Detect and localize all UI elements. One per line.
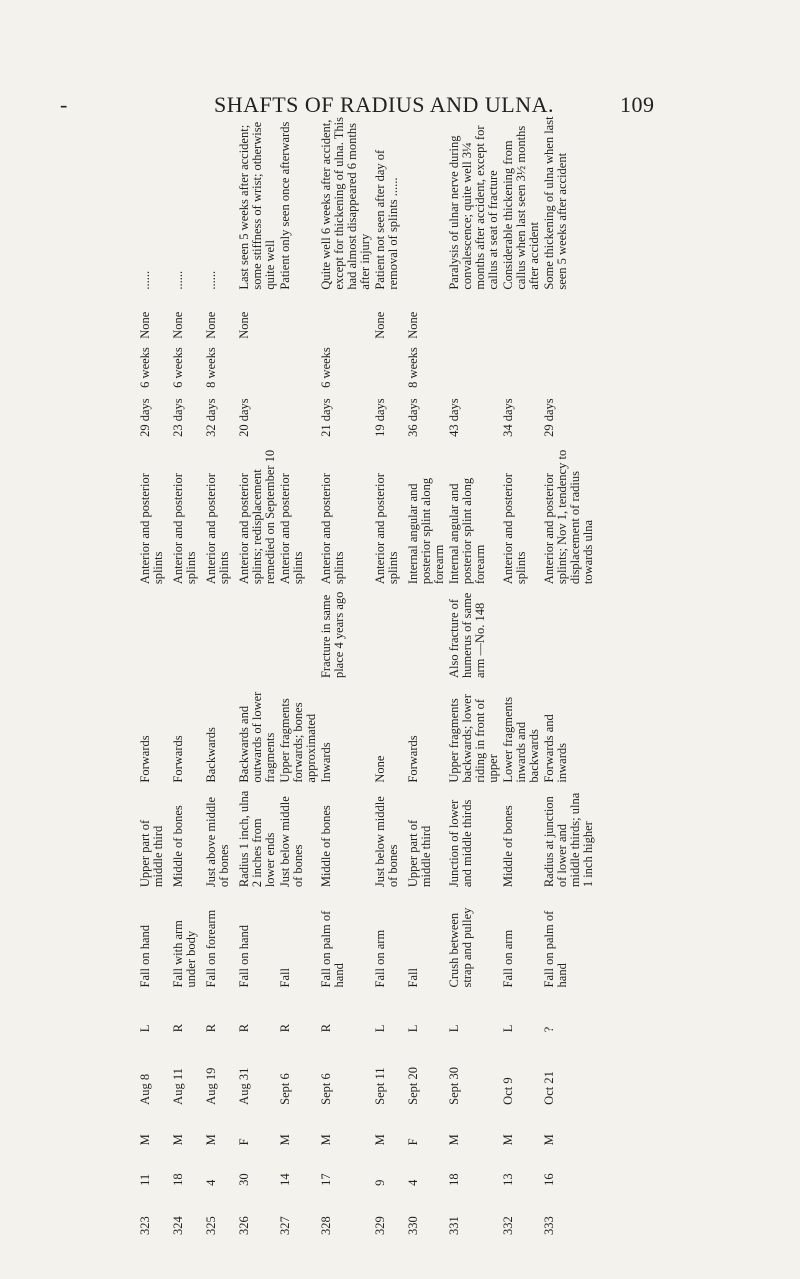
cell-deformity (542, 293, 596, 342)
cell-deformity (501, 293, 542, 342)
cell-displacement: Backwards (204, 727, 218, 783)
cell-date: Aug 11 (171, 1068, 185, 1105)
cell-sex: F (237, 1138, 251, 1146)
cell-no: 326 (237, 1216, 251, 1235)
cell-side: ? (542, 1026, 556, 1033)
table-row (319, 108, 373, 1238)
cell-movement (373, 342, 406, 391)
cell-result (406, 108, 447, 293)
cell-sex: M (171, 1134, 185, 1146)
cell-cause: Fall on palm of hand (319, 910, 346, 988)
cell-side: R (171, 1023, 185, 1033)
cell-age: 17 (319, 1173, 333, 1186)
table-row (278, 108, 319, 1238)
cell-no: 323 (138, 1216, 152, 1235)
cell-age: 18 (171, 1173, 185, 1186)
cell-result: Considerable thickening from callus when last seen 3½ months after accident (501, 125, 541, 290)
cell-no: 324 (171, 1216, 185, 1235)
cell-seat: Middle of bones (319, 805, 333, 888)
cell-result: ...... (171, 270, 185, 290)
cell-splints-removed: 34 days (501, 398, 515, 437)
cell-date: Aug 31 (237, 1067, 251, 1105)
cell-deformity: None (237, 311, 251, 339)
cell-complication (406, 587, 447, 681)
cell-no: 332 (501, 1216, 515, 1235)
cell-deformity: None (171, 311, 185, 339)
cell-splints-removed: 23 days (171, 398, 185, 437)
cell-movement (447, 342, 501, 391)
cell-complication (237, 587, 278, 681)
cell-treatment: Anterior and posterior splints (373, 473, 400, 585)
cell-age: 16 (542, 1173, 556, 1186)
cell-result: ...... (204, 270, 218, 290)
case-records-table (138, 108, 596, 1238)
cell-no: 333 (542, 1216, 556, 1235)
cell-seat: Just below middle of bones (373, 796, 400, 888)
cell-sex: M (138, 1134, 152, 1146)
cell-complication (501, 587, 542, 681)
cell-displacement: Forwards (406, 735, 420, 783)
cell-splints-removed: 29 days (542, 398, 556, 437)
cell-seat: Upper part of middle third (406, 819, 433, 888)
cell-cause: Fall on palm of hand (542, 910, 569, 988)
cell-side: L (501, 1024, 515, 1033)
cell-sex: M (542, 1134, 556, 1146)
cell-result: Last seen 5 weeks after accident; some stiffness of wrist; otherwise quite well (237, 121, 277, 290)
cell-displacement: Forwards and inwards (542, 714, 569, 783)
cell-cause: Fall on forearm (204, 909, 218, 988)
cell-age: 4 (204, 1179, 218, 1186)
cell-seat: Middle of bones (501, 805, 515, 888)
cell-splints-removed: 43 days (447, 398, 461, 437)
cell-treatment: Anterior and posterior splints; redisplacement remedied on September 10 (237, 449, 277, 585)
cell-treatment: Anterior and posterior splints (319, 473, 346, 585)
cell-date: Oct 21 (542, 1071, 556, 1105)
cell-splints-removed: 32 days (204, 398, 218, 437)
cell-displacement: Upper fragments backwards; lower riding in front of upper (447, 694, 500, 783)
cell-side: L (447, 1024, 461, 1033)
table-row (138, 108, 171, 1238)
cell-deformity: None (406, 311, 420, 339)
running-title: SHAFTS OF RADIUS AND ULNA. (214, 92, 554, 117)
cell-cause: Fall with arm under body (171, 920, 198, 988)
cell-cause: Fall (406, 968, 420, 988)
cell-sex: M (447, 1134, 461, 1146)
cell-complication (138, 587, 171, 681)
table-row (447, 108, 501, 1238)
cell-no: 327 (278, 1216, 292, 1235)
cell-movement: 6 weeks (138, 347, 152, 388)
cell-treatment: Anterior and posterior splints (501, 473, 528, 585)
cell-sex: M (204, 1134, 218, 1146)
cell-date: Aug 8 (138, 1073, 152, 1105)
cell-seat: Just above middle of bones (204, 796, 231, 888)
table-row (171, 108, 204, 1238)
cell-no: 329 (373, 1216, 387, 1235)
cell-splints-removed: 36 days (406, 398, 420, 437)
cell-splints-removed: 19 days (373, 398, 387, 437)
header-mark: - (60, 92, 68, 117)
cell-sex: F (406, 1138, 420, 1146)
cell-movement: 6 weeks (171, 347, 185, 388)
cell-splints-removed: 21 days (319, 398, 333, 437)
cell-age: 14 (278, 1173, 292, 1186)
cell-splints-removed: 29 days (138, 398, 152, 437)
cell-seat: Middle of bones (171, 805, 185, 888)
cell-movement: 6 weeks (319, 347, 333, 388)
cell-side: L (138, 1024, 152, 1033)
cell-movement: 8 weeks (406, 347, 420, 388)
cell-age: 18 (447, 1173, 461, 1186)
cell-cause: Fall (278, 968, 292, 988)
cell-side: L (373, 1024, 387, 1033)
cell-age: 13 (501, 1173, 515, 1186)
cell-movement (278, 342, 319, 391)
cell-complication: Fracture in same place 4 years ago (319, 591, 346, 679)
cell-result: Patient not seen after day of removal of splints ...... (373, 149, 400, 290)
cell-age: 4 (406, 1179, 420, 1186)
cell-sex: M (373, 1134, 387, 1146)
cell-date: Sept 6 (319, 1073, 333, 1105)
cell-complication (542, 587, 596, 681)
cell-side: R (319, 1023, 333, 1033)
cell-displacement: Forwards (171, 735, 185, 783)
cell-result: Patient only seen once afterwards (278, 121, 292, 290)
cell-result: Some thickening of ulna when last seen 5 weeks after accident (542, 116, 569, 290)
cell-seat: Radius at junction of lower and middle thirds; ulna 1 inch higher (542, 792, 595, 888)
cell-movement (237, 342, 278, 391)
cell-displacement: None (373, 755, 387, 783)
table-row (501, 108, 542, 1238)
table-row (406, 108, 447, 1238)
cell-complication (278, 587, 319, 681)
cell-no: 325 (204, 1216, 218, 1235)
cell-splints-removed: 20 days (237, 398, 251, 437)
cell-no: 331 (447, 1216, 461, 1235)
cell-complication: Also fracture of humerus of same arm —No. 148 (447, 592, 487, 679)
cell-no: 330 (406, 1216, 420, 1235)
cell-cause: Crush between strap and pulley (447, 907, 474, 988)
cell-deformity: None (138, 311, 152, 339)
cell-age: 30 (237, 1173, 251, 1186)
cell-displacement: Lower fragments inwards and backwards (501, 696, 541, 783)
cell-treatment: Anterior and posterior splints (171, 473, 198, 585)
cell-deformity (447, 293, 501, 342)
cell-side: L (406, 1024, 420, 1033)
cell-sex: M (501, 1134, 515, 1146)
cell-complication (373, 587, 406, 681)
cell-result: ...... (138, 270, 152, 290)
cell-date: Sept 30 (447, 1066, 461, 1105)
cell-seat: Upper part of middle third (138, 819, 165, 888)
cell-deformity: None (373, 311, 387, 339)
cell-result: Quite well 6 weeks after accident, except for thickening of ulna. This had almost disappeared 6 months after injury (319, 117, 372, 290)
cell-date: Sept 6 (278, 1073, 292, 1105)
cell-side: R (278, 1023, 292, 1033)
table-row (373, 108, 406, 1238)
table-row (204, 108, 237, 1238)
cell-date: Sept 20 (406, 1066, 420, 1105)
cell-result: Paralysis of ulnar nerve during convalescence; quite well 3¼ months after accident, except for callus at seat of fracture (447, 125, 500, 290)
cell-date: Aug 19 (204, 1067, 218, 1105)
table-row (237, 108, 278, 1238)
cell-no: 328 (319, 1216, 333, 1235)
cell-age: 9 (373, 1179, 387, 1186)
cell-treatment: Anterior and posterior splints; Nov 1, tendency to displacement of radius towards ulna (542, 449, 595, 585)
case-table (138, 108, 668, 1238)
cell-movement (501, 342, 542, 391)
cell-treatment: Internal angular and posterior splint along forearm (406, 477, 446, 585)
cell-date: Sept 11 (373, 1067, 387, 1105)
cell-date: Oct 9 (501, 1077, 515, 1105)
cell-cause: Fall on hand (138, 924, 152, 988)
cell-deformity (278, 293, 319, 342)
cell-seat: Junction of lower and middle thirds (447, 799, 474, 888)
cell-displacement: Forwards (138, 735, 152, 783)
table-row (542, 108, 596, 1238)
cell-complication (204, 587, 237, 681)
cell-seat: Just below middle of bones (278, 796, 305, 888)
cell-treatment: Anterior and posterior splints (138, 473, 165, 585)
cell-cause: Fall on hand (237, 924, 251, 988)
cell-displacement: Inwards (319, 742, 333, 783)
cell-treatment: Anterior and posterior splints (204, 473, 231, 585)
page-number: 109 (620, 92, 655, 117)
cell-cause: Fall on arm (373, 929, 387, 988)
cell-side: R (204, 1023, 218, 1033)
cell-cause: Fall on arm (501, 929, 515, 988)
cell-displacement: Upper fragments forwards; bones approximated (278, 698, 318, 783)
cell-side: R (237, 1023, 251, 1033)
cell-complication (171, 587, 204, 681)
cell-treatment: Internal angular and posterior splint along forearm (447, 477, 487, 585)
cell-movement: 8 weeks (204, 347, 218, 388)
cell-displacement: Backwards and outwards of lower fragments (237, 691, 277, 783)
cell-sex: M (319, 1134, 333, 1146)
cell-seat: Radius 1 inch, ulna 2 inches from lower ends (237, 790, 277, 888)
cell-age: 11 (138, 1173, 152, 1186)
cell-deformity: None (204, 311, 218, 339)
cell-movement (542, 342, 596, 391)
cell-treatment: Anterior and posterior splints (278, 473, 305, 585)
cell-splints-removed (278, 391, 319, 440)
cell-deformity (319, 293, 373, 342)
cell-sex: M (278, 1134, 292, 1146)
